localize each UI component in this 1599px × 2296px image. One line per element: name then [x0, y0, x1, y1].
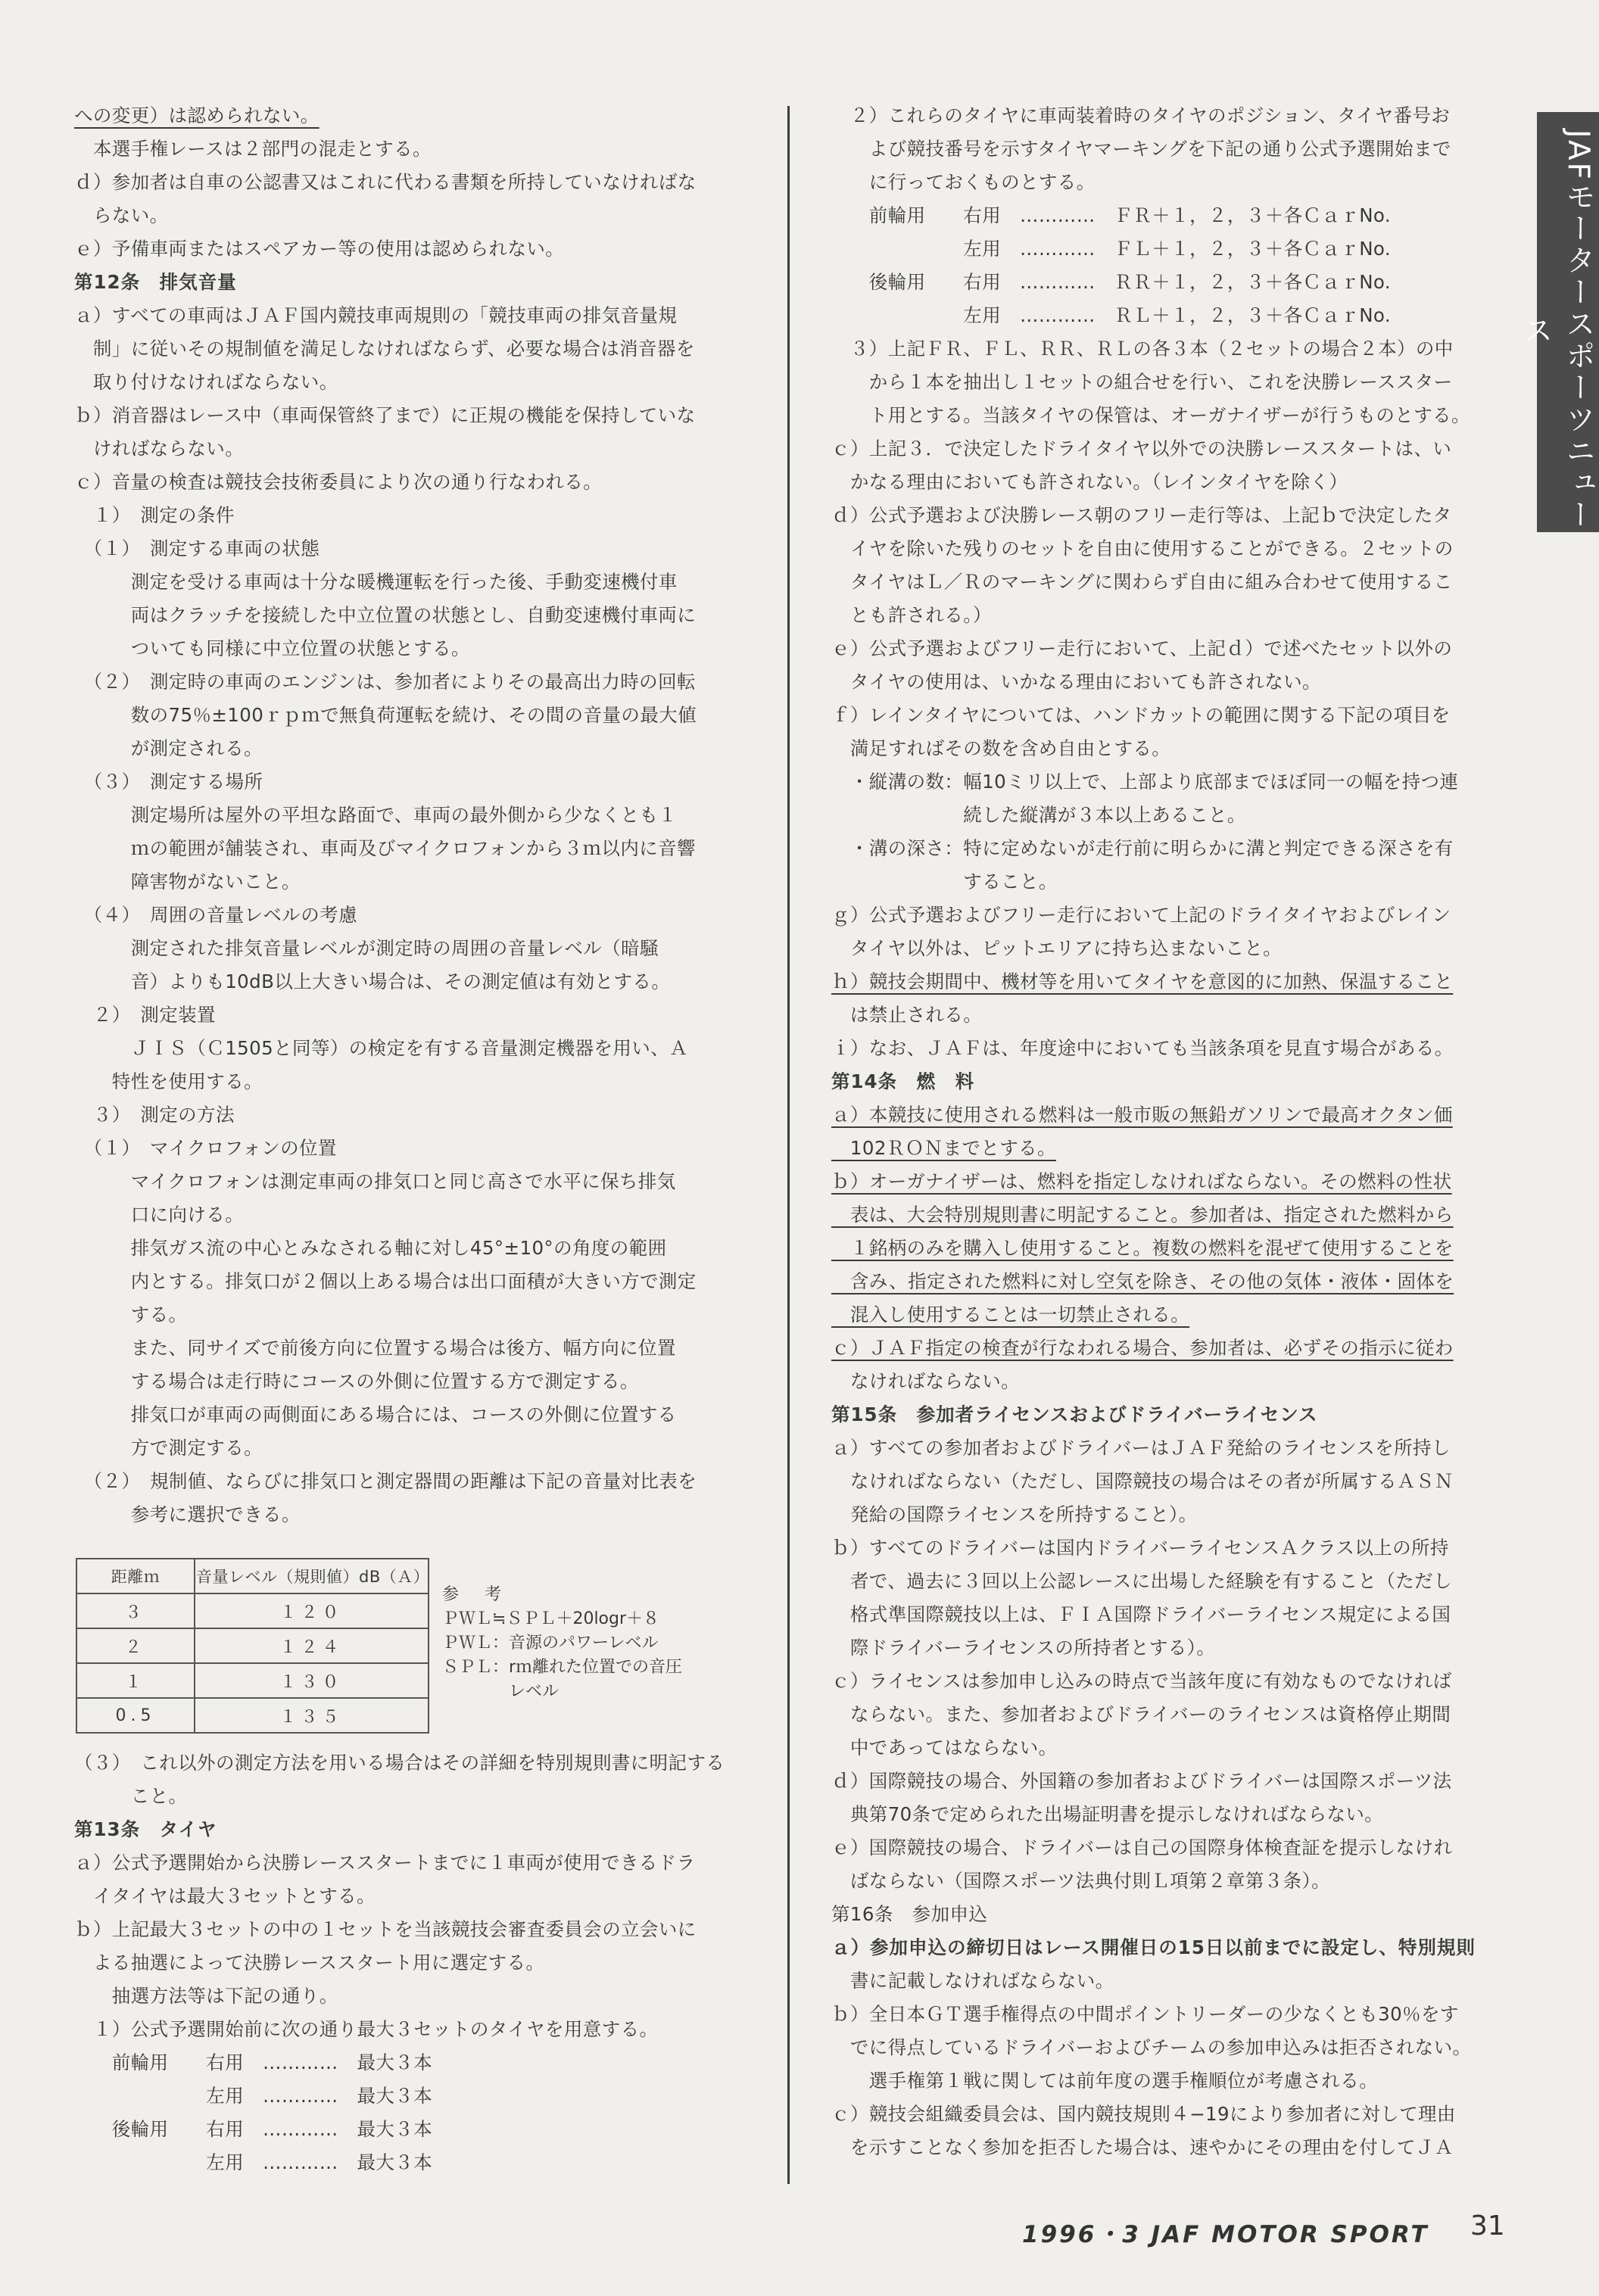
- text-line: ｂ）消音器はレース中（車両保管終了まで）に正規の機能を保持していな: [74, 404, 696, 426]
- text-line: ｂ）オーガナイザーは、燃料を指定しなければならない。その燃料の性状: [831, 1170, 1452, 1192]
- text-line: かなる理由においても許されない。（レインタイヤを除く）: [831, 471, 1348, 493]
- text-line: （３） これ以外の測定方法を用いる場合はその詳細を特別規則書に明記する: [74, 1752, 725, 1774]
- reference-line: ＰＷＬ≒ＳＰＬ＋20logr＋８: [442, 1609, 660, 1628]
- text-line: 続した縦溝が３本以上あること。: [831, 804, 1246, 826]
- text-line: （１） 測定する車両の状態: [74, 537, 320, 559]
- text-line: 書に記載しなければならない。: [831, 1970, 1114, 1992]
- text-line: ならない。また、参加者およびドライバーのライセンスは資格停止期間: [831, 1703, 1451, 1725]
- text-line: は禁止される。: [831, 1004, 983, 1026]
- text-line: ｄ）公式予選および決勝レース朝のフリー走行等は、上記ｂで決定したタ: [831, 504, 1452, 526]
- level-cell: １２４: [195, 1628, 429, 1663]
- text-line: 両はクラッチを接続した中立位置の状態とし、自動変速機付車両に: [74, 604, 697, 626]
- text-line: 左用 ………… 最大３本: [74, 2085, 433, 2107]
- text-line: ａ）すべての参加者およびドライバーはＪＡＦ発給のライセンスを所持し: [831, 1437, 1451, 1459]
- text-line: 取り付けなければならない。: [74, 371, 338, 393]
- text-line: （２） 規制値、ならびに排気口と測定器間の距離は下記の音量対比表を: [74, 1470, 697, 1492]
- text-line: ｉ）なお、ＪＡＦは、年度途中においても当該条項を見直す場合がある。: [831, 1037, 1454, 1059]
- text-line: 典第70条で定められた出場証明書を提示しなければならない。: [831, 1803, 1384, 1825]
- reference-line: ＰＷＬ：音源のパワーレベル: [442, 1634, 659, 1653]
- text-line: ａ）公式予選開始から決勝レーススタートまでに１車両が使用できるドラ: [74, 1852, 696, 1874]
- text-line: 後輪用 右用 ………… ＲＲ＋１，２，３＋各ＣａｒNo.: [831, 271, 1392, 293]
- text-line: ｄ）国際競技の場合、外国籍の参加者およびドライバーは国際スポーツ法: [831, 1770, 1452, 1792]
- text-line: 満足すればその数を含め自由とする。: [831, 737, 1171, 759]
- text-line: 数の75％±100ｒｐｍで無負荷運転を続け、その間の音量の最大値: [74, 704, 697, 726]
- text-line: ければならない。: [74, 438, 245, 460]
- text-line: ＪＩＳ（Ｃ1505と同等）の検定を有する音量測定機器を用い、Ａ: [74, 1037, 688, 1059]
- distance-cell: １: [76, 1663, 195, 1698]
- text-line: ｃ）音量の検査は競技会技術委員により次の通り行なわれる。: [74, 471, 603, 493]
- text-line: 中であってはならない。: [831, 1737, 1058, 1759]
- text-line: 後輪用 右用 ………… 最大３本: [74, 2118, 433, 2140]
- text-line: する。: [74, 1304, 188, 1326]
- text-line: ｃ）上記３．で決定したドライタイヤ以外での決勝レーススタートは、い: [831, 438, 1452, 460]
- text-line: 抽選方法等は下記の通り。: [74, 1985, 338, 2007]
- text-line: 混入し使用することは一切禁止される。: [831, 1304, 1190, 1326]
- text-line: 本選手権レースは２部門の混走とする。: [74, 138, 432, 160]
- text-line: イヤを除いた残りのセットを自由に使用することができる。２セットの: [831, 537, 1454, 559]
- text-line: ト用とする。当該タイヤの保管は、オーガナイザーが行うものとする。: [831, 404, 1470, 426]
- text-line: 選手権第１戦に関しては前年度の選手権順位が考慮される。: [831, 2070, 1379, 2092]
- noise-level-table: [76, 1558, 429, 1734]
- text-line: とも許される。）: [831, 604, 992, 626]
- text-line: 測定場所は屋外の平坦な路面で、車両の最外側から少なくとも１: [74, 804, 678, 826]
- text-line: 102ＲＯＮまでとする。: [831, 1137, 1056, 1159]
- header-distance: 距離ｍ: [76, 1559, 195, 1593]
- text-line: 口に向ける。: [74, 1204, 245, 1226]
- table-row: [76, 1628, 429, 1663]
- text-line: が測定される。: [74, 737, 263, 759]
- text-line: ｂ）すべてのドライバーは国内ドライバーライセンスＡクラス以上の所持: [831, 1537, 1449, 1559]
- section-tab-label: JAFモータースポーツニュース: [1519, 129, 1595, 531]
- text-line: ｃ）ＪＡＦ指定の検査が行なわれる場合、参加者は、必ずその指示に従わ: [831, 1337, 1454, 1359]
- text-line: 左用 ………… 最大３本: [74, 2151, 433, 2173]
- level-cell: １２０: [195, 1593, 429, 1628]
- article-heading: 第12条 排気音量: [74, 271, 237, 293]
- distance-cell: ３: [76, 1593, 195, 1628]
- text-line: タイヤ以外は、ピットエリアに持ち込まないこと。: [831, 937, 1283, 959]
- text-line: 含み、指定された燃料に対し空気を除き、その他の気体・液体・固体を: [831, 1270, 1454, 1292]
- article-heading: ａ）参加申込の締切日はレース開催日の15日以前までに設定し、特別規則: [831, 1936, 1476, 1958]
- text-line: ｍの範囲が舗装され、車両及びマイクロフォンから３ｍ以内に音響: [74, 837, 696, 859]
- text-line: から１本を抽出し１セットの組合せを行い、これを決勝レーススター: [831, 371, 1453, 393]
- text-line: 際ドライバーライセンスの所持者とする）。: [831, 1637, 1216, 1659]
- reference-line: ＳＰＬ：rｍ離れた位置での音圧: [442, 1658, 683, 1677]
- text-line: なければならない（ただし、国際競技の場合はその者が所属するＡＳＮ: [831, 1470, 1454, 1492]
- article-heading: 第14条 燃 料: [831, 1070, 975, 1092]
- text-line: ｃ）競技会組織委員会は、国内競技規則４−19により参加者に対して理由: [831, 2103, 1456, 2125]
- text-line: を示すことなく参加を拒否した場合は、速やかにその理由を付してＪＡ: [831, 2136, 1454, 2158]
- header-level: 音量レベル（規則値）dB（Ａ）: [195, 1559, 429, 1593]
- text-line: する場合は走行時にコースの外側に位置する方で測定する。: [74, 1370, 639, 1392]
- text-line: なければならない。: [831, 1370, 1020, 1392]
- text-line: イタイヤは最大３セットとする。: [74, 1885, 376, 1907]
- text-line: ｅ）公式予選およびフリー走行において、上記ｄ）で述べたセット以外の: [831, 637, 1453, 659]
- text-line: でに得点しているドライバーおよびチームの参加申込みは拒否されない。: [831, 2036, 1472, 2058]
- text-line: 左用 ………… ＦＬ＋１，２，３＋各ＣａｒNo.: [831, 238, 1392, 260]
- column-divider: [787, 106, 790, 2184]
- text-line: タイヤはＬ／Ｒのマーキングに関わらず自由に組み合わせて使用するこ: [831, 571, 1453, 593]
- text-line: 特性を使用する。: [74, 1070, 263, 1092]
- text-line: ａ）すべての車両はＪＡＦ国内競技車両規則の「競技車両の排気音量規: [74, 304, 678, 326]
- text-line: 左用 ………… ＲＬ＋１，２，３＋各ＣａｒNo.: [831, 304, 1392, 326]
- text-line: らない。: [74, 204, 169, 226]
- text-line: 排気ガス流の中心とみなされる軸に対し45°±10°の角度の範囲: [74, 1237, 667, 1259]
- article-heading: 第15条 参加者ライセンスおよびドライバーライセンス: [831, 1403, 1318, 1425]
- page-number: 31: [1470, 2210, 1505, 2241]
- text-line: 測定された排気音量レベルが測定時の周囲の音量レベル（暗騒: [74, 937, 659, 959]
- text-line: タイヤの使用は、いかなる理由においても許されない。: [831, 671, 1321, 693]
- text-line: すること。: [831, 871, 1058, 893]
- text-line: 前輪用 右用 ………… 最大３本: [74, 2051, 433, 2073]
- text-line: ｇ）公式予選およびフリー走行において上記のドライタイヤおよびレイン: [831, 904, 1451, 926]
- text-line: １） 測定の条件: [74, 504, 235, 526]
- text-line: 者で、過去に３回以上公認レースに出場した経験を有すること（ただし: [831, 1570, 1452, 1592]
- text-line: マイクロフォンは測定車両の排気口と同じ高さで水平に保ち排気: [74, 1170, 676, 1192]
- text-line: 格式準国際競技以上は、ＦＩＡ国際ドライバーライセンス規定による国: [831, 1603, 1451, 1625]
- text-line: また、同サイズで前後方向に位置する場合は後方、幅方向に位置: [74, 1337, 676, 1359]
- text-line: 表は、大会特別規則書に明記すること。参加者は、指定された燃料から: [831, 1204, 1454, 1226]
- text-line: １銘柄のみを購入し使用すること。複数の燃料を混ぜて使用することを: [831, 1237, 1454, 1259]
- text-line: 参考に選択できる。: [74, 1503, 301, 1525]
- text-line: 排気口が車両の両側面にある場合には、コースの外側に位置する: [74, 1403, 677, 1425]
- reference-line: レベル: [442, 1682, 559, 1701]
- text-line: ・縦溝の数：幅10ミリ以上で、上部より底部までほぼ同一の幅を持つ連: [831, 771, 1459, 793]
- text-line: （２） 測定時の車両のエンジンは、参加者によりその最高出力時の回転: [74, 671, 696, 693]
- text-line: 音）よりも10dB以上大きい場合は、その測定値は有効とする。: [74, 970, 671, 992]
- table-row: [76, 1663, 429, 1698]
- text-line: ついても同様に中立位置の状態とする。: [74, 637, 470, 659]
- table-row: [76, 1593, 429, 1628]
- text-line: ｅ）国際競技の場合、ドライバーは自己の国際身体検査証を提示しなけれ: [831, 1836, 1453, 1858]
- reference-heading: 参 考: [442, 1585, 507, 1604]
- text-line: ｃ）ライセンスは参加申し込みの時点で当該年度に有効なものでなければ: [831, 1670, 1452, 1692]
- text-line: への変更）は認められない。: [74, 104, 319, 126]
- distance-cell: ２: [76, 1628, 195, 1663]
- text-line: ｄ）参加者は自車の公認書又はこれに代わる書類を所持していなければな: [74, 171, 697, 193]
- text-line: ３）上記ＦＲ、ＦＬ、ＲＲ、ＲＬの各３本（２セットの場合２本）の中: [831, 338, 1454, 360]
- text-line: 障害物がないこと。: [74, 871, 301, 893]
- section-tab: [1519, 112, 1599, 532]
- text-line: ３） 測定の方法: [74, 1104, 235, 1126]
- text-line: ２）これらのタイヤに車両装着時のタイヤのポジション、タイヤ番号お: [831, 104, 1451, 126]
- text-line: ｆ）レインタイヤについては、ハンドカットの範囲に関する下記の項目を: [831, 704, 1451, 726]
- text-line: よび競技番号を示すタイヤマーキングを下記の通り公式予選開始まで: [831, 138, 1451, 160]
- text-line: 方で測定する。: [74, 1437, 263, 1459]
- text-line: ｂ）上記最大３セットの中の１セットを当該競技会審査委員会の立会いに: [74, 1918, 697, 1940]
- table-row: [76, 1698, 429, 1733]
- text-line: ｅ）予備車両またはスペアカー等の使用は認められない。: [74, 238, 565, 260]
- text-line: 前輪用 右用 ………… ＦＲ＋１，２，３＋各ＣａｒNo.: [831, 204, 1392, 226]
- distance-cell: 0.5: [76, 1698, 195, 1733]
- text-line: １）公式予選開始前に次の通り最大３セットのタイヤを用意する。: [74, 2018, 659, 2040]
- text-line: 内とする。排気口が２個以上ある場合は出口面積が大きい方で測定: [74, 1270, 697, 1292]
- text-line: （４） 周囲の音量レベルの考慮: [74, 904, 357, 926]
- text-line: 測定を受ける車両は十分な暖機運転を行った後、手動変速機付車: [74, 571, 678, 593]
- text-line: ばならない（国際スポーツ法典付則Ｌ項第２章第３条）。: [831, 1870, 1331, 1892]
- text-line: （３） 測定する場所: [74, 771, 263, 793]
- text-line: ２） 測定装置: [74, 1004, 216, 1026]
- text-line: 第16条 参加申込: [831, 1903, 988, 1925]
- text-line: （１） マイクロフォンの位置: [74, 1137, 337, 1159]
- text-line: こと。: [74, 1785, 188, 1807]
- publication-footer: 1996・3 JAF MOTOR SPORT: [1022, 2221, 1429, 2248]
- text-line: よる抽選によって決勝レーススタート用に選定する。: [74, 1952, 545, 1974]
- text-line: ａ）本競技に使用される燃料は一般市販の無鉛ガソリンで最高オクタン価: [831, 1104, 1453, 1126]
- text-line: に行っておくものとする。: [831, 171, 1096, 193]
- text-line: ｈ）競技会期間中、機材等を用いてタイヤを意図的に加熱、保温すること: [831, 970, 1454, 992]
- level-cell: １３５: [195, 1698, 429, 1733]
- text-line: ・溝の深さ：特に定めないが走行前に明らかに溝と判定できる深さを有: [831, 837, 1454, 859]
- text-line: 発給の国際ライセンスを所持すること）。: [831, 1503, 1198, 1525]
- table-header-row: [76, 1559, 429, 1593]
- level-cell: １３０: [195, 1663, 429, 1698]
- text-line: ｂ）全日本ＧＴ選手権得点の中間ポイントリーダーの少なくとも30％をす: [831, 2003, 1459, 2025]
- article-heading: 第13条 タイヤ: [74, 1818, 217, 1840]
- text-line: 制」に従いその規制値を満足しなければならず、必要な場合は消音器を: [74, 338, 695, 360]
